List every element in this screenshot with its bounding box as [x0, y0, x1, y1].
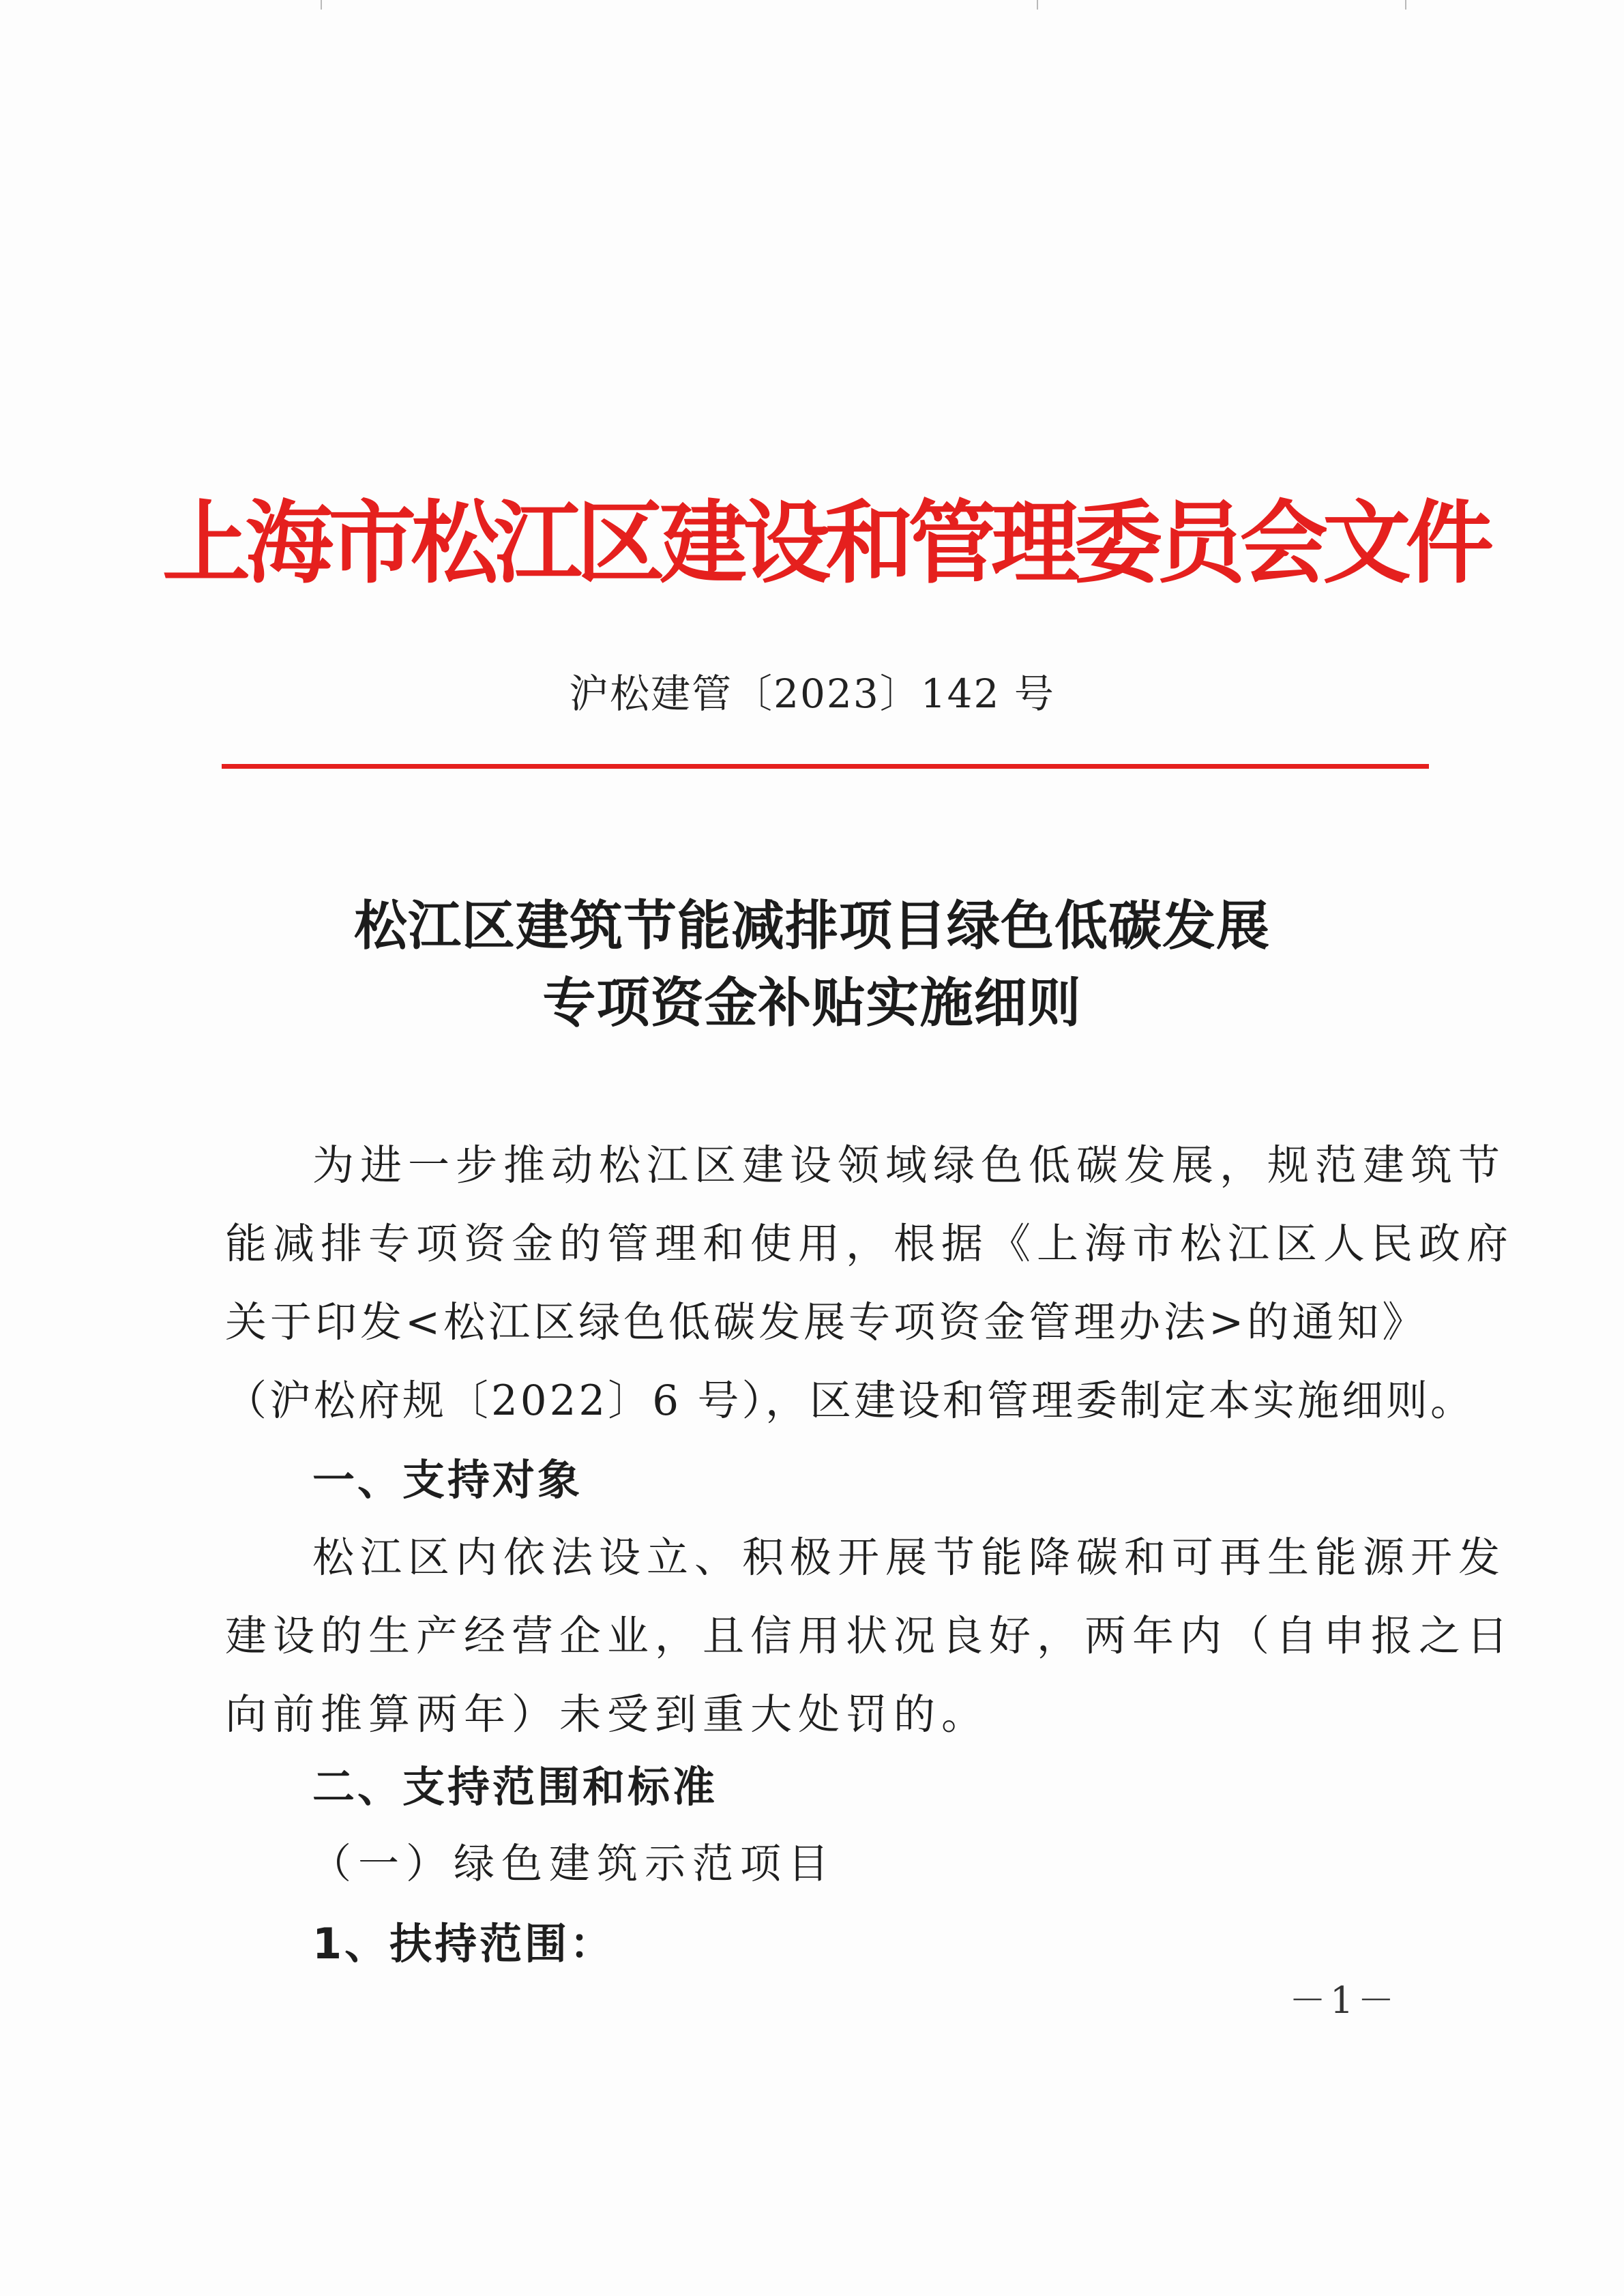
intro-line: 关于印发<松江区绿色低碳发展专项资金管理办法>的通知》: [225, 1298, 1428, 1346]
issuer-header: 上海市松江区建设和管理委员会文件: [162, 491, 1489, 596]
document-title-line-1: 松江区建筑节能减排项目绿色低碳发展: [353, 896, 1270, 957]
section1-line: 建设的生产经营企业，且信用状况良好，两年内（自申报之日: [225, 1612, 1515, 1660]
section-heading-scope-standards: 二、支持范围和标准: [312, 1762, 718, 1812]
item-heading-scope: 1、扶持范围：: [312, 1919, 615, 1969]
section1-line: 松江区内依法设立、积极开展节能降碳和可再生能源开发: [312, 1533, 1507, 1582]
document-title-line-2: 专项资金补贴实施细则: [542, 973, 1082, 1034]
red-divider: [222, 764, 1429, 769]
document-number: 沪松建管〔2023〕142 号: [569, 671, 1055, 717]
intro-line: （沪松府规〔2022〕6 号），区建设和管理委制定本实施细则。: [225, 1377, 1475, 1425]
subsection-green-building: （一）绿色建筑示范项目: [310, 1840, 836, 1888]
scan-mark: [1037, 0, 1038, 10]
intro-line: 为进一步推动松江区建设领域绿色低碳发展，规范建筑节: [312, 1141, 1507, 1190]
scan-mark: [1405, 0, 1406, 10]
section1-line: 向前推算两年）未受到重大处罚的。: [225, 1690, 990, 1739]
page-number: －1－: [1289, 1979, 1399, 2022]
scan-mark: [321, 0, 322, 10]
section-heading-support-targets: 一、支持对象: [312, 1455, 583, 1505]
intro-line: 能减排专项资金的管理和使用，根据《上海市松江区人民政府: [225, 1220, 1515, 1268]
